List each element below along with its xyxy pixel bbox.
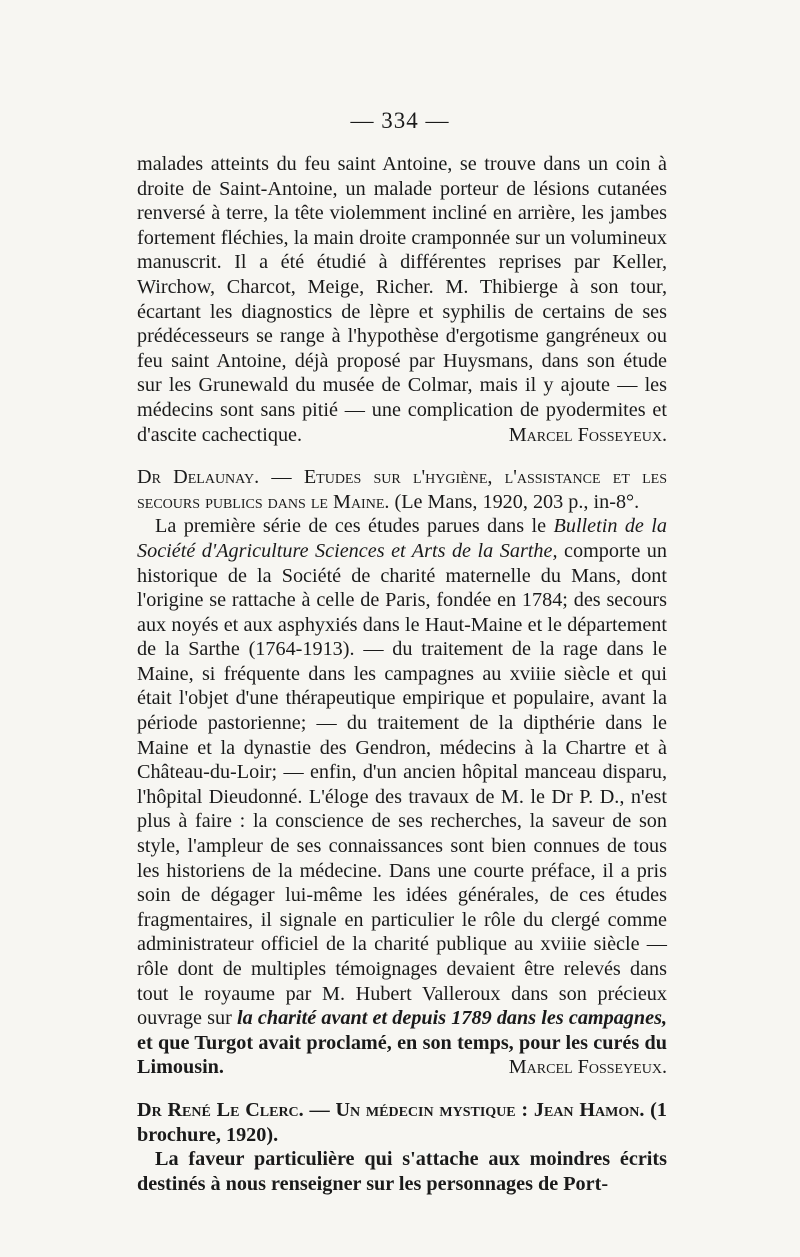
review-title: — Etudes sur l'hygiène, l'assistance et les secours publics dans le Maine. <box>137 466 667 513</box>
review-body: et que Turgot avait proclamé, en son temps, pour les curés du Limousin. <box>137 1031 667 1079</box>
review-heading <box>137 465 667 514</box>
review-publication: (1 brochure, 1920). <box>137 1098 667 1146</box>
review-publication: (Le Mans, 1920, 203 p., in-8°. <box>394 490 640 513</box>
review-author: Dr René Le Clerc. <box>137 1098 304 1121</box>
page-text <box>137 152 667 1196</box>
review-paragraph <box>137 514 667 1080</box>
journal-title: Bulletin de la Société d'Agriculture Sciences et Arts de la Sarthe, <box>137 515 668 562</box>
review-body: La première série de ces études parues dans le <box>155 515 547 538</box>
review-body: La faveur particulière qui s'attache aux moindres écrits destinés à nous renseigner sur les personnages de Port- <box>137 1148 667 1195</box>
review-title: — Un médecin mystique : Jean Hamon. <box>309 1098 645 1121</box>
review-paragraph <box>137 1147 667 1196</box>
page-number: — 334 — <box>350 108 450 133</box>
review-heading <box>137 1098 667 1147</box>
review-paragraph <box>137 152 667 447</box>
review-body: malades atteints du feu saint Antoine, se trouve dans un coin à droite de Saint-Antoine, un malade porteur de lésions cutanées renversé à terre, la tête violemment incliné en arrière, les jambes fortement fléchies, la main droite cramponnée sur un volumineux manuscrit. Il a été étudié à différentes reprises par Keller, Wirchow, Charcot, Meige, Richer. M. Thibierge à son tour, écartant les diagnostics de lèpre et syphilis de certains de ses prédécesseurs se range à l'hypothèse d'ergotisme gangréneux ou feu saint Antoine, déjà proposé par Huysmans, dans son étude sur les Grunewald du musée de Colmar, mais il y ajoute — les médecins sont sans pitié — une complication de pyodermites et d'ascite cachectique. <box>137 153 667 446</box>
signature: Marcel Fosseyeux. <box>508 1056 667 1079</box>
review-body: comporte un historique de la Société de charité maternelle du Mans, dont l'origine se rattache à celle de Paris, fondée en 1784; des secours aux noyés et aux asphyxiés dans le Haut-Maine et le département de la Sarthe (1764-1913). — du traitement de la rage dans le Maine, si fréquente dans les campagnes au xviiie siècle et qui était l'objet d'une thérapeutique empirique et populaire, avant la période pastorienne; — du traitement de la dipthérie dans le Maine et la dynastie des Gendron, médecins à la Chartre et à Château-du-Loir; — enfin, d'un ancien hôpital manceau disparu, l'hôpital Dieudonné. L'éloge des travaux de M. le Dr P. D., n'est plus à faire : la conscience de ses recherches, la saveur de son style, l'ampleur de ses connaissances sont bien connues de tous les historiens de la médecine. Dans une courte préface, il a pris soin de dégager lui-même les idées générales, de ces études fragmentaires, il signale en particulier le rôle du clergé comme administrateur officiel de la charité publique au xviiie siècle — rôle dont de multiples témoignages devaient être relevés dans tout le royaume par M. Hubert Valleroux dans son précieux ouvrage sur <box>137 539 667 1030</box>
book-title: la charité avant et depuis 1789 dans les campagnes, <box>237 1007 667 1030</box>
signature: Marcel Fosseyeux. <box>508 423 667 446</box>
review-author: Dr Delaunay. <box>137 466 260 489</box>
